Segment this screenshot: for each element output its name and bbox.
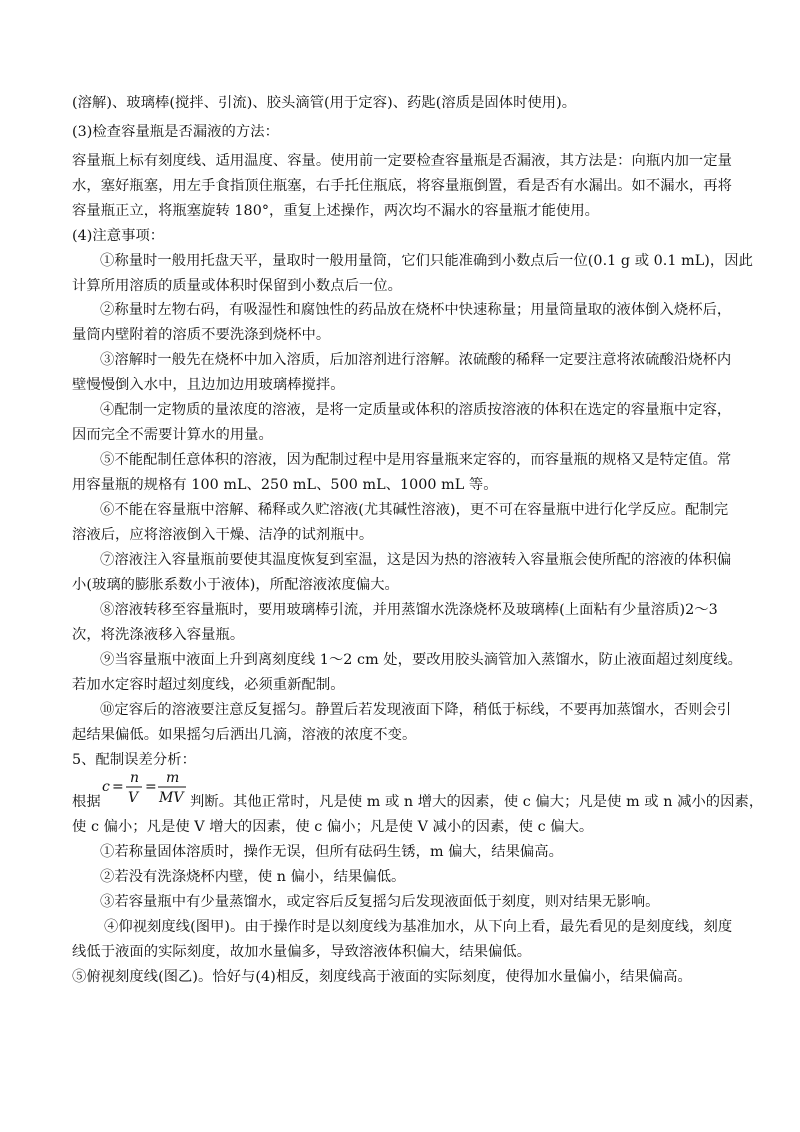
text-line: ②称量时左物右码，有吸湿性和腐蚀性的药品放在烧杯中快速称量；用量筒量取的液体倒入烧杯后，: [100, 302, 732, 318]
text-line: 溶液后，应将溶液倒入干燥、洁净的试剂瓶中。: [72, 527, 374, 543]
text-line: 小(玻璃的膨胀系数小于液体)，所配溶液浓度偏大。: [72, 577, 399, 593]
text-line: 若加水定容时超过刻度线，必须重新配制。: [72, 677, 345, 693]
text-line: 量筒内壁附着的溶质不要洗涤到烧杯中。: [72, 327, 331, 343]
text-line: ④仰视刻度线(图甲)。由于操作时是以刻度线为基准加水，从下向上看，最先看见的是刻度线，刻度: [104, 919, 733, 935]
text-line: (溶解)、玻璃棒(搅拌、引流)、胶头滴管(用于定容)、药匙(溶质是固体时使用)。: [72, 95, 577, 111]
text-line: 壁慢慢倒入水中，且边加边用玻璃棒搅拌。: [72, 377, 345, 393]
concentration-formula: [100, 764, 190, 808]
formula-c: c: [102, 779, 110, 795]
text-line: ⑤俯视刻度线(图乙)。恰好与(4)相反，刻度线高于液面的实际刻度，使得加水量偏小，结果偏高。: [72, 969, 692, 985]
formula-m: m: [166, 770, 180, 786]
formula-eq-2: =: [145, 779, 157, 795]
text-line: ①若称量固体溶质时，操作无误，但所有砝码生锈，m 偏大，结果偏高。: [100, 844, 563, 860]
section-heading: (4)注意事项：: [72, 228, 165, 244]
text-line: ⑥不能在容量瓶中溶解、稀释或久贮溶液(尤其碱性溶液)，更不可在容量瓶中进行化学反应。配制完: [100, 502, 729, 518]
text-line: ⑩定容后的溶液要注意反复摇匀。静置后若发现液面下降，稍低于标线，不要再加蒸馏水，否则会引: [100, 702, 732, 718]
text-line: 次，将洗涤液移入容量瓶。: [72, 627, 245, 643]
text-line: 根据: [72, 794, 101, 810]
section-heading: (3)检查容量瓶是否漏液的方法：: [72, 124, 279, 140]
text-line: 线低于液面的实际刻度，故加水量偏多，导致溶液体积偏大，结果偏低。: [72, 944, 532, 960]
text-line: ⑧溶液转移至容量瓶时，要用玻璃棒引流，并用蒸馏水洗涤烧杯及玻璃棒(上面粘有少量溶质)2～3: [100, 602, 718, 618]
text-line: 判断。其他正常时，凡是使 m 或 n 增大的因素，使 c 偏大；凡是使 m 或 n 减小的因素，: [190, 794, 764, 810]
text-line: 容量瓶正立，将瓶塞旋转 180°，重复上述操作，两次均不漏水的容量瓶才能使用。: [72, 203, 600, 219]
formula-n: n: [130, 770, 140, 786]
text-line: 容量瓶上标有刻度线、适用温度、容量。使用前一定要检查容量瓶是否漏液，其方法是：向瓶内加一定量: [72, 153, 732, 169]
text-line: ⑦溶液注入容量瓶前要使其温度恢复到室温，这是因为热的溶液转入容量瓶会使所配的溶液的体积偏: [100, 552, 732, 568]
text-line: 起结果偏低。如果摇匀后洒出几滴，溶液的浓度不变。: [72, 727, 417, 743]
text-line: ④配制一定物质的量浓度的溶液，是将一定质量或体积的溶质按溶液的体积在选定的容量瓶中定容，: [100, 402, 732, 418]
text-line: ②若没有洗涤烧杯内壁，使 n 偏小，结果偏低。: [100, 869, 406, 885]
formula-V: V: [128, 790, 139, 806]
formula-eq-1: =: [112, 779, 124, 795]
formula-MV: MV: [159, 790, 184, 806]
text-line: ①称量时一般用托盘天平，量取时一般用量筒，它们只能准确到小数点后一位(0.1 g 或 0.1 mL)，因此: [100, 253, 753, 269]
text-line: 因而完全不需要计算水的用量。: [72, 427, 273, 443]
text-line: 使 c 偏小；凡是使 V 增大的因素，使 c 偏小；凡是使 V 减小的因素，使 c 偏大。: [72, 819, 594, 835]
text-line: 用容量瓶的规格有 100 mL、250 mL、500 mL、1000 mL 等。: [72, 477, 498, 493]
text-line: 计算所用溶质的质量或体积时保留到小数点后一位。: [72, 278, 402, 294]
text-line: ⑤不能配制任意体积的溶液，因为配制过程中是用容量瓶来定容的，而容量瓶的规格又是特定值。常: [100, 452, 732, 468]
section-heading: 5、配制误差分析：: [72, 752, 196, 768]
text-line: ③溶解时一般先在烧杯中加入溶质，后加溶剂进行溶解。浓硫酸的稀释一定要注意将浓硫酸沿烧杯内: [100, 352, 732, 368]
text-line: ⑨当容量瓶中液面上升到离刻度线 1～2 cm 处，要改用胶头滴管加入蒸馏水，防止液面超过刻度线。: [100, 652, 742, 668]
text-line: 水，塞好瓶塞，用左手食指顶住瓶塞，右手托住瓶底，将容量瓶倒置，看是否有水漏出。如不漏水，再将: [72, 178, 732, 194]
text-line: ③若容量瓶中有少量蒸馏水，或定容后反复摇匀后发现液面低于刻度，则对结果无影响。: [100, 894, 660, 910]
